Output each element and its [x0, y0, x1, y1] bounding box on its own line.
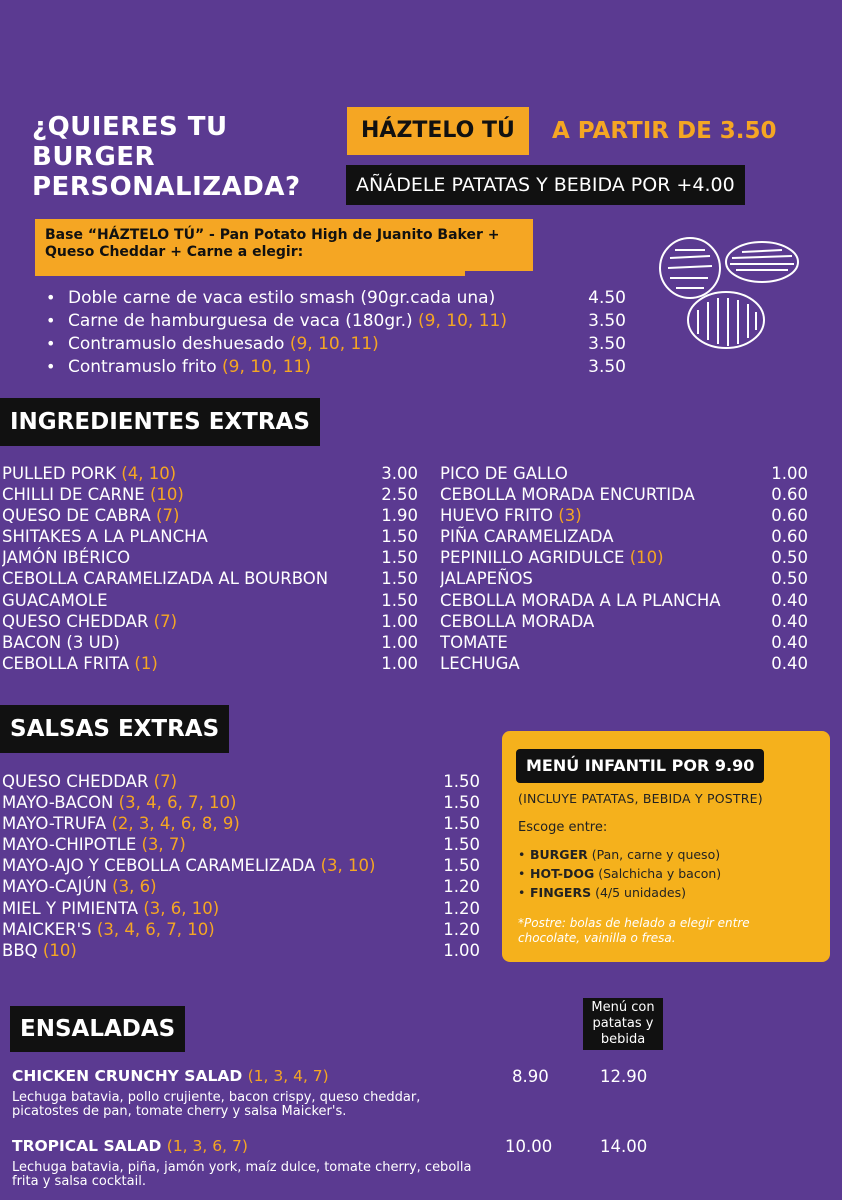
item-price: 0.40: [771, 590, 808, 610]
list-item: [440, 590, 808, 611]
item-price: 1.90: [381, 506, 418, 526]
item-price: 1.50: [443, 835, 480, 855]
salad-allergens: (1, 3, 4, 7): [247, 1067, 329, 1085]
option-price: 3.50: [588, 310, 626, 331]
list-item: [2, 526, 418, 547]
item-name: QUESO DE CABRA: [2, 506, 151, 526]
list-item: [2, 505, 418, 526]
item-name: PIÑA CARAMELIZADA: [440, 527, 614, 547]
salad-menu-price: 12.90: [600, 1067, 648, 1086]
item-price: 1.50: [443, 772, 480, 791]
item-name: CEBOLLA MORADA A LA PLANCHA: [440, 590, 721, 610]
bullet-icon: •: [518, 866, 526, 881]
item-allergens: (7): [153, 772, 178, 791]
list-item: [2, 771, 480, 792]
list-item: [2, 919, 480, 940]
list-item: [518, 845, 814, 864]
list-item: [46, 286, 626, 309]
kids-menu-choose: Escoge entre:: [518, 820, 608, 835]
kids-option-name: FINGERS: [530, 885, 592, 900]
from-price: A PARTIR DE 3.50: [552, 118, 777, 144]
item-name: PEPINILLO AGRIDULCE: [440, 548, 625, 568]
item-name: LECHUGA: [440, 653, 520, 673]
bullet-icon: •: [518, 847, 526, 862]
salad-menu-price: 14.00: [600, 1137, 648, 1156]
salad-allergens: (1, 3, 6, 7): [166, 1137, 248, 1155]
item-allergens: (3): [558, 506, 582, 526]
item-name: CEBOLLA MORADA ENCURTIDA: [440, 485, 695, 505]
kids-option-detail: (Salchicha y bacon): [598, 866, 722, 881]
item-allergens: (3, 10): [320, 856, 376, 876]
item-name: JALAPEÑOS: [440, 569, 533, 589]
option-name: Doble carne de vaca estilo smash (90gr.cada una): [68, 287, 496, 308]
bullet-icon: •: [46, 357, 56, 376]
option-price: 3.50: [588, 333, 626, 354]
list-item: [440, 484, 808, 505]
item-name: CHILLI DE CARNE: [2, 485, 145, 505]
sauces-list: [2, 771, 480, 961]
option-price: 3.50: [588, 356, 626, 377]
list-item: [46, 309, 626, 332]
item-name: JAMÓN IBÉRICO: [2, 548, 131, 568]
option-allergens: (9, 10, 11): [289, 333, 379, 354]
item-name: MAYO-TRUFA: [2, 814, 107, 834]
list-item: [2, 855, 480, 876]
list-item: [46, 355, 626, 378]
item-allergens: (3, 7): [141, 835, 186, 855]
item-price: 0.40: [771, 611, 808, 631]
bullet-icon: •: [46, 311, 56, 330]
item-price: 0.60: [771, 485, 808, 505]
item-name: CEBOLLA MORADA: [440, 611, 595, 631]
list-item: [2, 898, 480, 919]
salad-name: TROPICAL SALAD: [12, 1137, 162, 1155]
item-price: 1.00: [381, 632, 418, 652]
item-name: CEBOLLA FRITA: [2, 653, 130, 673]
item-name: PULLED PORK: [2, 464, 117, 483]
option-name: Contramuslo frito: [68, 356, 217, 377]
salad-description: Lechuga batavia, piña, jamón york, maíz dulce, tomate cherry, cebolla frita y salsa cocktail.: [12, 1160, 472, 1189]
item-price: 3.00: [381, 464, 418, 483]
list-item: [440, 568, 808, 589]
item-price: 1.00: [771, 464, 808, 483]
item-price: 1.50: [443, 856, 480, 876]
item-price: 1.20: [443, 877, 480, 897]
list-item: [2, 611, 418, 632]
item-name: BACON (3 UD): [2, 632, 120, 652]
list-item: [2, 568, 418, 589]
bullet-icon: •: [518, 885, 526, 900]
kids-option-name: HOT-DOG: [530, 866, 595, 881]
kids-menu-title: MENÚ INFANTIL POR 9.90: [516, 749, 764, 783]
item-allergens: (3, 4, 6, 7, 10): [118, 793, 237, 813]
item-name: QUESO CHEDDAR: [2, 611, 149, 631]
item-price: 1.00: [381, 653, 418, 673]
item-name: MAYO-CAJÚN: [2, 877, 107, 897]
option-name: Carne de hamburguesa de vaca (180gr.): [68, 310, 413, 331]
item-price: 1.20: [443, 898, 480, 918]
salad-name: CHICKEN CRUNCHY SALAD: [12, 1067, 243, 1085]
item-name: PICO DE GALLO: [440, 464, 568, 483]
salad-item: [12, 1137, 472, 1189]
extras-section-title: INGREDIENTES EXTRAS: [0, 398, 320, 446]
list-item: [440, 526, 808, 547]
list-item: [2, 834, 480, 855]
addon-banner: AÑÁDELE PATATAS Y BEBIDA POR +4.00: [346, 165, 745, 205]
salad-description: Lechuga batavia, pollo crujiente, bacon crispy, queso cheddar, picatostes de pan, tomate cherry y salsa Maicker's.: [12, 1090, 421, 1119]
item-name: BBQ: [2, 940, 38, 960]
item-price: 1.50: [443, 814, 480, 834]
item-allergens: (2, 3, 4, 6, 8, 9): [111, 814, 240, 834]
kids-menu-options: [518, 845, 814, 902]
option-price: 4.50: [588, 287, 626, 308]
salad-price: 10.00: [505, 1137, 553, 1156]
item-name: MIEL Y PIMIENTA: [2, 898, 139, 918]
item-name: MAYO-BACON: [2, 793, 114, 813]
item-allergens: (3, 6): [112, 877, 157, 897]
option-name: Contramuslo deshuesado: [68, 333, 285, 354]
list-item: [440, 632, 808, 653]
bullet-icon: •: [46, 334, 56, 353]
item-name: MAYO-CHIPOTLE: [2, 835, 137, 855]
item-price: 0.40: [771, 653, 808, 673]
list-item: [440, 611, 808, 632]
kids-menu-card: [502, 731, 830, 962]
list-item: [46, 332, 626, 355]
hazte-badge: HÁZTELO TÚ: [347, 107, 529, 155]
item-allergens: (3, 6, 10): [143, 898, 220, 918]
list-item: [440, 463, 808, 484]
list-item: [440, 505, 808, 526]
salad-item: [12, 1067, 472, 1119]
item-price: 2.50: [381, 485, 418, 505]
salad-price: 8.90: [512, 1067, 549, 1086]
item-name: MAICKER'S: [2, 919, 92, 939]
extras-list-right: [440, 463, 808, 674]
salads-section-title: ENSALADAS: [10, 1006, 185, 1052]
item-price: 1.20: [443, 919, 480, 939]
list-item: [2, 792, 480, 813]
page-question-title: ¿QUIERES TU BURGER PERSONALIZADA?: [32, 112, 301, 202]
list-item: [518, 864, 814, 883]
extras-list-left: [2, 463, 418, 674]
item-allergens: (4, 10): [121, 464, 177, 483]
item-allergens: (1): [134, 653, 158, 673]
item-price: 1.50: [381, 590, 418, 610]
list-item: [440, 653, 808, 674]
item-allergens: (7): [153, 611, 178, 631]
kids-menu-note: *Postre: bolas de helado a elegir entre chocolate, vainilla o fresa.: [518, 916, 750, 945]
item-name: SHITAKES A LA PLANCHA: [2, 527, 208, 547]
list-item: [2, 940, 480, 961]
item-price: 0.60: [771, 506, 808, 526]
item-name: HUEVO FRITO: [440, 506, 554, 526]
list-item: [2, 876, 480, 897]
list-item: [2, 632, 418, 653]
item-allergens: (10): [149, 485, 184, 505]
base-options-list: [46, 286, 626, 378]
kids-option-detail: (Pan, carne y queso): [591, 847, 721, 862]
list-item: [2, 653, 418, 674]
item-price: 0.40: [771, 632, 808, 652]
item-price: 1.50: [381, 569, 418, 589]
item-name: GUACAMOLE: [2, 590, 108, 610]
burger-patties-icon: [650, 228, 810, 358]
item-price: 1.00: [381, 611, 418, 631]
item-price: 1.50: [381, 548, 418, 568]
kids-option-name: BURGER: [530, 847, 588, 862]
base-description: Base “HÁZTELO TÚ” - Pan Potato High de Juanito Baker + Queso Cheddar + Carne a elegir:: [35, 219, 533, 271]
sauces-section-title: SALSAS EXTRAS: [0, 705, 229, 753]
menu-column-header: Menú con patatas y bebida: [583, 998, 663, 1050]
list-item: [2, 463, 418, 484]
list-item: [2, 484, 418, 505]
item-allergens: (10): [629, 548, 664, 568]
item-price: 0.50: [771, 548, 808, 568]
bullet-icon: •: [46, 288, 56, 307]
item-name: MAYO-AJO Y CEBOLLA CARAMELIZADA: [2, 856, 316, 876]
list-item: [2, 590, 418, 611]
item-allergens: (10): [42, 940, 77, 960]
item-name: QUESO CHEDDAR: [2, 772, 149, 791]
option-allergens: (9, 10, 11): [222, 356, 311, 377]
list-item: [2, 813, 480, 834]
item-price: 1.50: [443, 793, 480, 813]
item-name: CEBOLLA CARAMELIZADA AL BOURBON: [2, 569, 329, 589]
item-name: TOMATE: [440, 632, 508, 652]
item-allergens: (7): [156, 506, 180, 526]
kids-menu-subtitle: (INCLUYE PATATAS, BEBIDA Y POSTRE): [518, 791, 763, 806]
list-item: [518, 883, 814, 902]
item-price: 0.50: [771, 569, 808, 589]
item-allergens: (3, 4, 6, 7, 10): [96, 919, 215, 939]
item-price: 1.50: [381, 527, 418, 547]
kids-option-detail: (4/5 unidades): [595, 885, 686, 900]
list-item: [2, 547, 418, 568]
item-price: 1.00: [443, 940, 480, 960]
list-item: [440, 547, 808, 568]
option-allergens: (9, 10, 11): [418, 310, 507, 331]
item-price: 0.60: [771, 527, 808, 547]
